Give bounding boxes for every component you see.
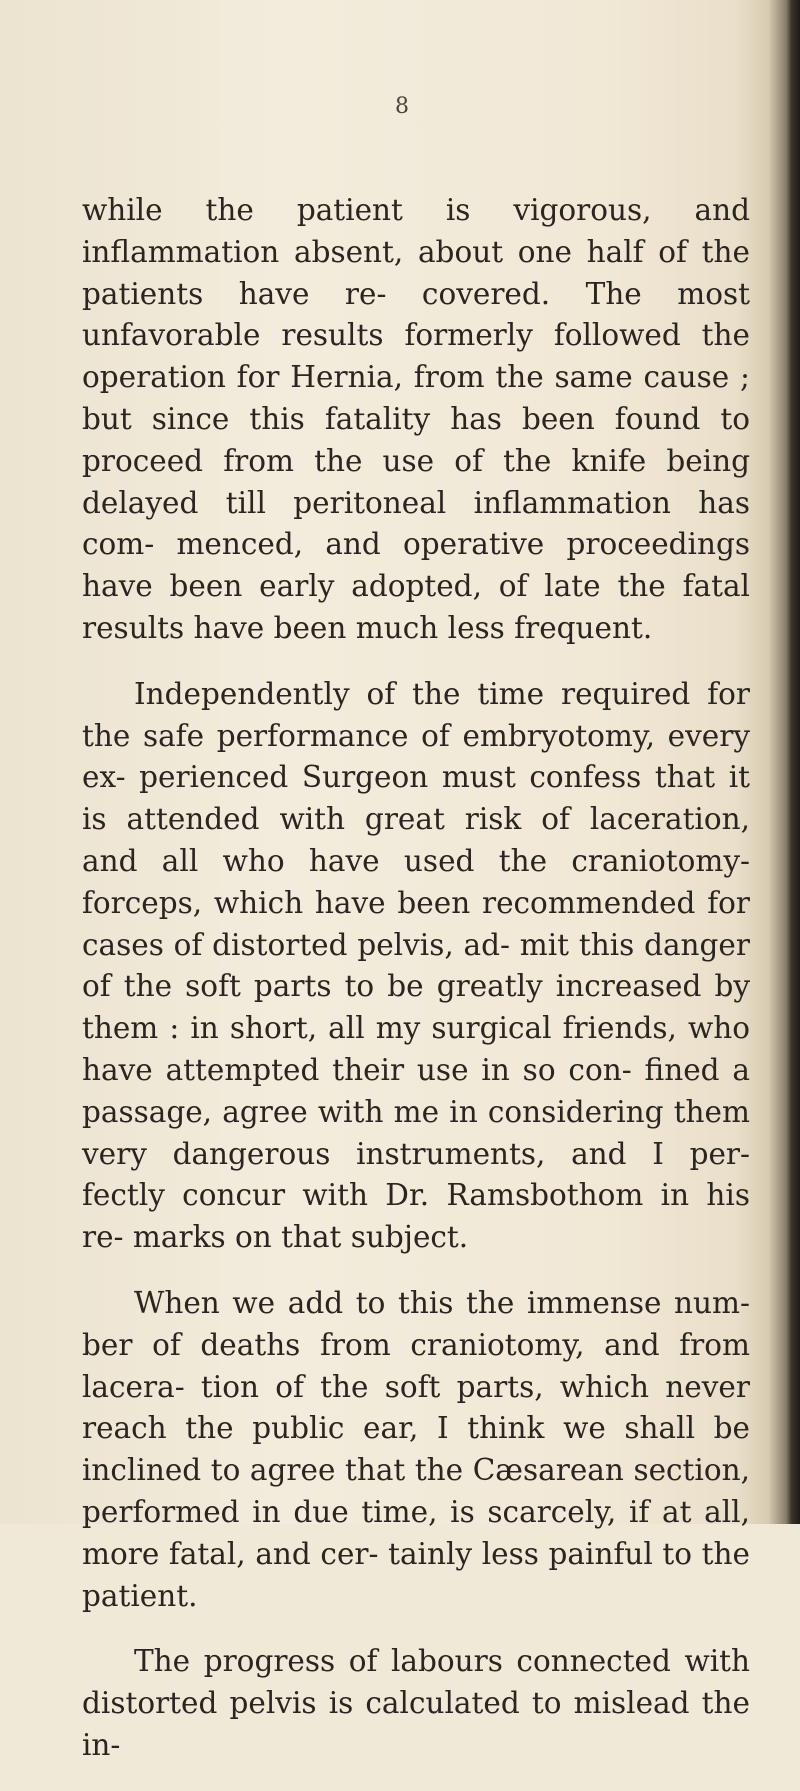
page-number: 8 <box>395 94 409 119</box>
paragraph-1: while the patient is vigorous, and inflammation absent, about one half of the patients have re- covered. The most unfavorable results formerly followed the operation for Hernia, from the same cause ; but since this fatality has been found to proceed from the use of the knife being delayed till peritoneal inflammation has com- menced, and operative proceedings have been early adopted, of late the fatal results have been much less frequent. <box>82 193 750 645</box>
paragraph-4: The progress of labours connected with distorted pelvis is calculated to mislead the in- <box>82 1644 750 1762</box>
body-text <box>82 190 750 1791</box>
paragraph-3: When we add to this the immense num- ber of deaths from craniotomy, and from lacera- tion of the soft parts, which never reach the public ear, I think we shall be inclined to agree that the Cæsarean section, performed in due time, is scarcely, if at all, more fatal, and cer- tainly less painful to the patient. <box>82 1285 750 1613</box>
paragraph-2: Independently of the time required for the safe performance of embryotomy, every ex- perienced Surgeon must confess that it is attended with great risk of laceration, and all who have used the craniotomy-forceps, which have been recommended for cases of distorted pelvis, ad- mit this danger of the soft parts to be greatly increased by them : in short, all my surgical friends, who have attempted their use in so con- fined a passage, agree with me in considering them very dangerous instruments, and I per- fectly concur with Dr. Ramsbothom in his re- marks on that subject. <box>82 676 750 1255</box>
binding-gutter <box>786 0 800 1524</box>
